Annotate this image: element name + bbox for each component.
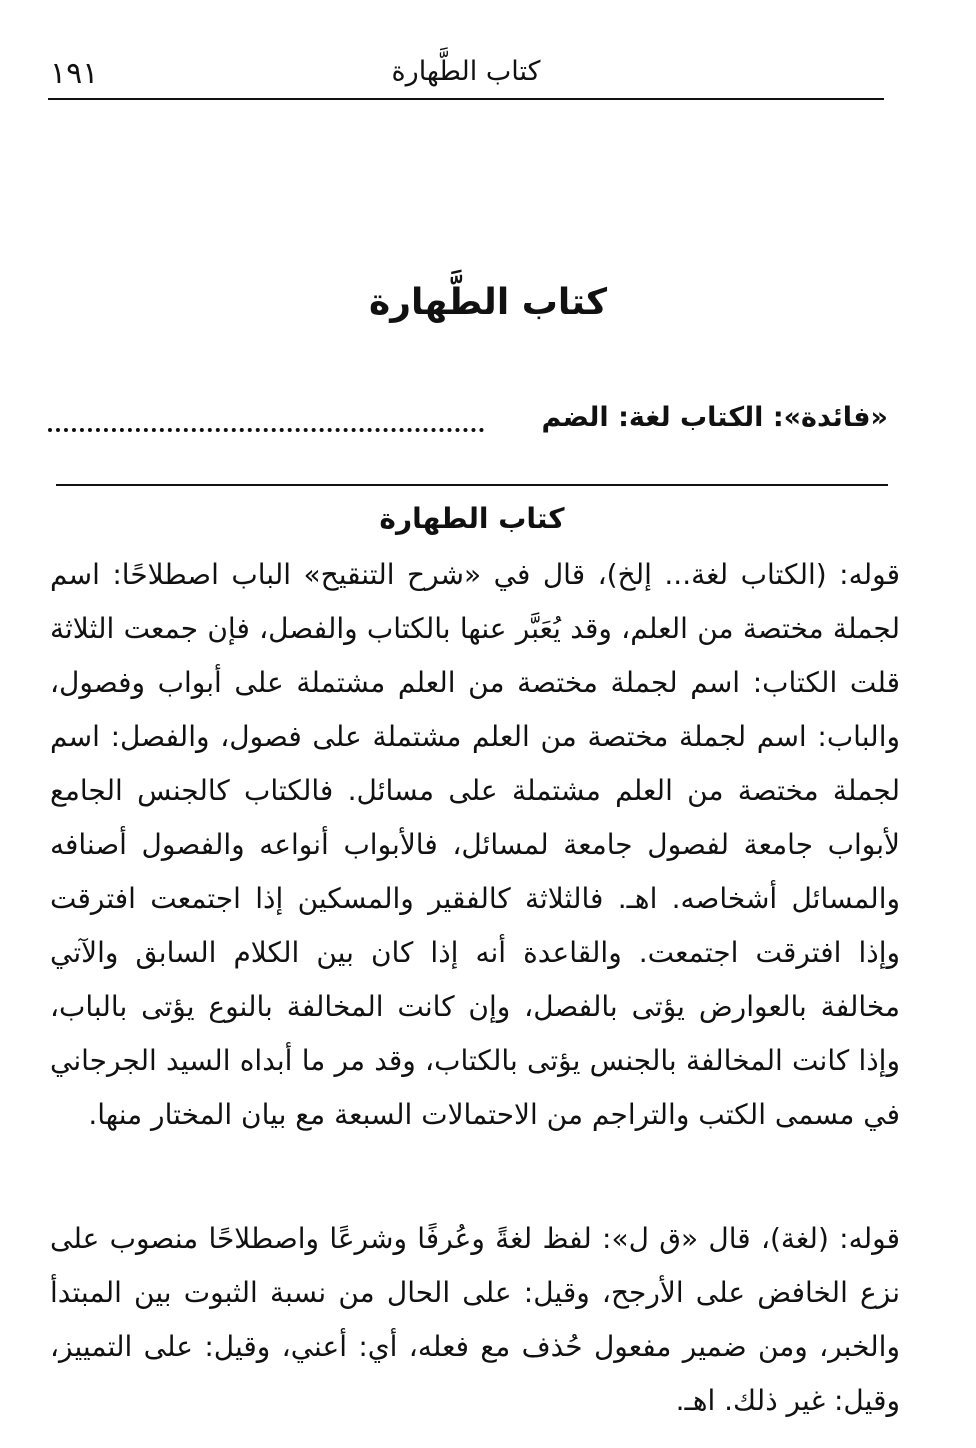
chapter-title: كتاب الطَّهارة <box>368 282 608 323</box>
main-text-note <box>48 402 888 450</box>
commentary-paragraph: قوله: (الكتاب لغة... إلخ)، قال في «شرح التنقيح» الباب اصطلاحًا: اسم لجملة مختصة من العلم، وقد يُعَبَّر عنها بالكتاب والفصل، فإن جمعت الثلاثة قلت الكتاب: اسم لجملة مختصة من العلم مشتملة على أبواب وفصول، والباب: اسم لجملة مختصة من العلم مشتملة على فصول، والفصل: اسم لجملة مختصة من العلم مشتملة على مسائل. فالكتاب كالجنس الجامع لأبواب جامعة لفصول جامعة لمسائل، فالأبواب أنواعه والفصول أصنافه والمسائل أشخاصه. اهـ. فالثلاثة كالفقير والمسكين إذا اجتمعت افترقت وإذا افترقت اجتمعت. والقاعدة أنه إذا كان بين الكلام السابق والآتي مخالفة بالعوارض يؤتى بالفصل، وإن كانت المخالفة بالنوع يؤتى بالباب، وإذا كانت المخالفة بالجنس يؤتى بالكتاب، وقد مر ما أبداه السيد الجرجاني في مسمى الكتب والتراجم من الاحتمالات السبعة مع بيان المختار منها. <box>50 558 900 1131</box>
page-number: ١٩١ <box>50 56 99 91</box>
footnote-separator <box>56 484 888 486</box>
note-text: «فائدة»: الكتاب لغة: الضم <box>541 402 888 433</box>
running-title: كتاب الطَّهارة <box>391 56 541 87</box>
page-header <box>48 48 884 100</box>
commentary-section-title: كتاب الطهارة <box>379 502 565 535</box>
dotted-leader <box>48 428 484 432</box>
commentary-paragraph: قوله: (لغة)، قال «ق ل»: لفظ لغةً وعُرفًا وشرعًا واصطلاحًا منصوب على نزع الخافض على الأرجح، وقيل: على الحال من نسبة الثبوت بين المبتدأ والخبر، ومن ضمير مفعول حُذف مع فعله، أي: أعني، وقيل: على التمييز، وقيل: غير ذلك. اهـ. <box>50 1222 900 1417</box>
